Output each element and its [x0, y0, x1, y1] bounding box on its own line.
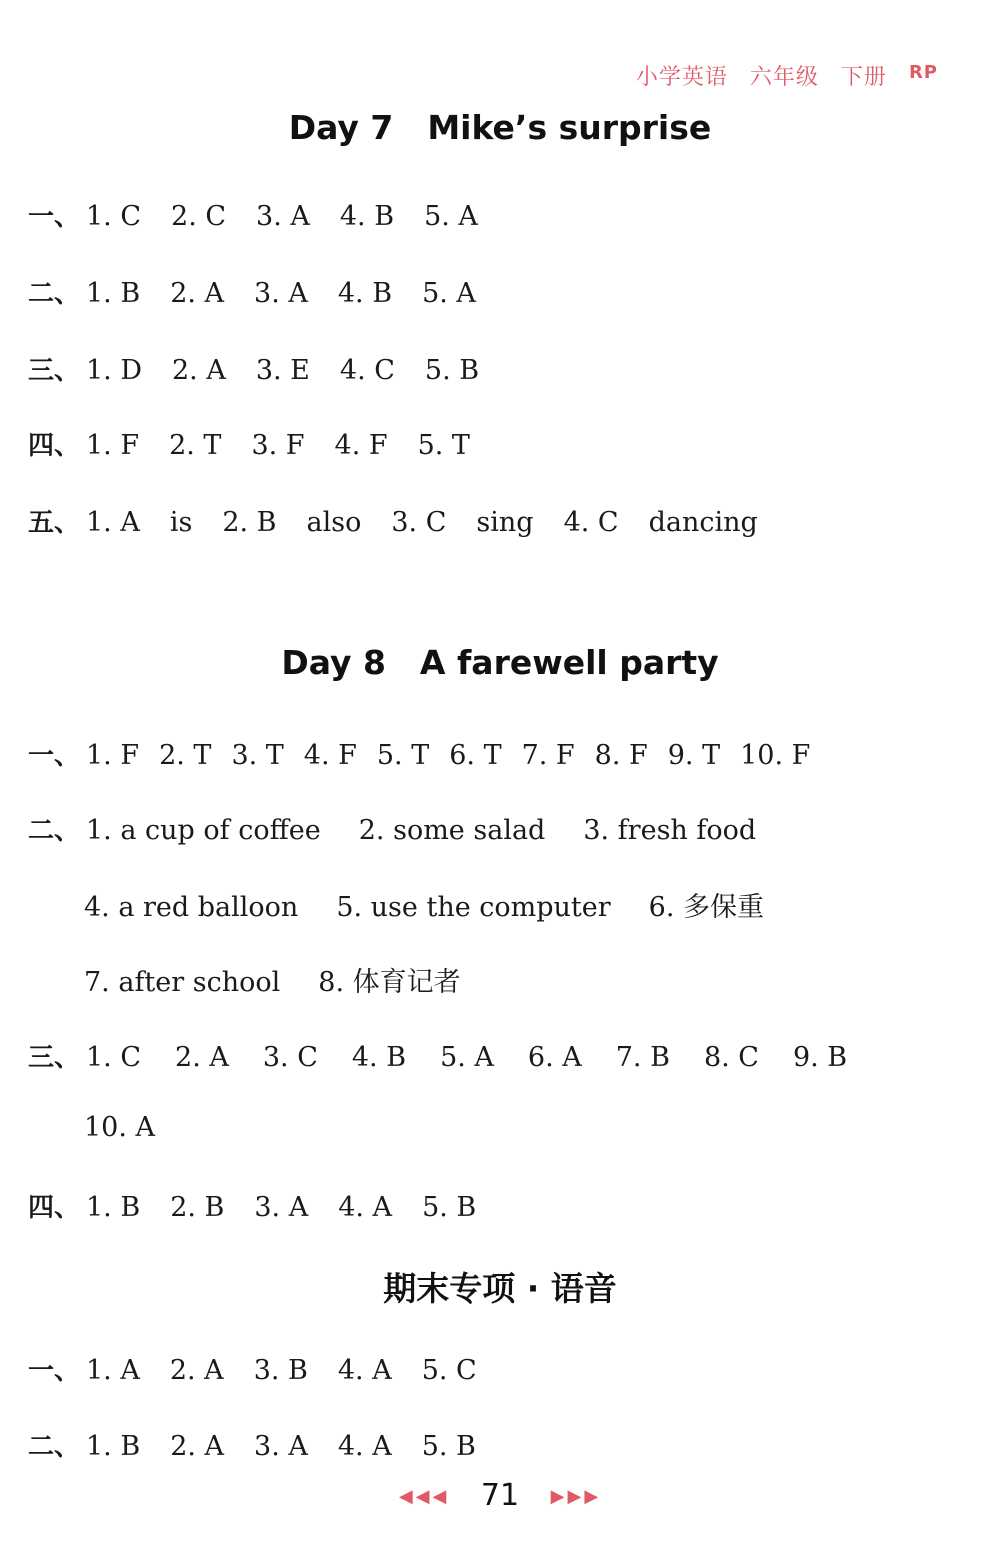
answer-item: 3. C	[262, 1042, 318, 1073]
answer-item: 5. T	[376, 740, 430, 771]
answer-item: 1. F	[86, 430, 140, 461]
answer-line	[28, 1350, 507, 1387]
answer-item: 1. a cup of coffee	[86, 815, 321, 846]
answer-item: 1. A	[86, 1355, 140, 1386]
answer-item: 2. A	[170, 1431, 225, 1462]
answer-item: 4. C	[339, 355, 395, 386]
answer-item: 5. B	[422, 1192, 477, 1223]
answer-item: 4. B	[351, 1042, 407, 1073]
question-number: 四、	[28, 1193, 81, 1223]
answer-line	[28, 735, 810, 772]
left-arrows-icon: ◀◀◀	[398, 1486, 450, 1507]
answer-item: 7. B	[615, 1042, 670, 1073]
question-number: 二、	[28, 1432, 81, 1462]
answer-item: 2. B	[170, 1192, 225, 1223]
answer-item: 4. B	[339, 201, 395, 232]
answer-item: 5. use the computer	[336, 892, 611, 923]
section-name: A farewell party	[419, 643, 719, 682]
answer-item: 9. T	[667, 740, 721, 771]
answer-item: 2. A	[169, 1355, 224, 1386]
answer-item: 5. A	[424, 201, 478, 232]
answer-item: 7. F	[521, 740, 575, 771]
answer-item: 9. B	[792, 1042, 848, 1073]
answer-item: 8. C	[703, 1042, 759, 1073]
question-number: 一、	[28, 1356, 81, 1386]
subject-label: 小学英语	[635, 65, 728, 90]
answer-item: 2. C	[171, 201, 227, 232]
edition-label: RP	[908, 62, 938, 83]
section-day: Day 8	[281, 643, 386, 682]
answer-item: 5. C	[421, 1355, 477, 1386]
question-number: 一、	[28, 202, 81, 232]
answer-item: 4. C	[563, 507, 619, 538]
answer-item: sing	[476, 507, 534, 538]
answer-line	[84, 1112, 185, 1143]
answer-item: 8. F	[594, 740, 648, 771]
question-number: 二、	[28, 816, 81, 846]
answer-line	[28, 425, 500, 462]
answer-item: 6. T	[449, 740, 502, 771]
answer-item: 3. E	[255, 355, 310, 386]
answer-item: 4. A	[337, 1355, 392, 1386]
right-arrows-icon: ▶▶▶	[550, 1486, 602, 1507]
answer-item: 6. A	[527, 1042, 582, 1073]
answer-item: 1. A	[86, 507, 140, 538]
answer-item: 1. C	[86, 201, 142, 232]
answer-line	[28, 810, 794, 847]
answer-item: 5. A	[440, 1042, 494, 1073]
answer-item: 1. C	[86, 1042, 142, 1073]
answer-item: 2. T	[169, 430, 222, 461]
section-name: Mike’s surprise	[427, 108, 712, 147]
page-number: 71	[480, 1478, 520, 1513]
answer-item: 3. C	[391, 507, 447, 538]
answer-line	[28, 1037, 847, 1074]
answer-line	[28, 196, 508, 233]
answer-item: 4. F	[334, 430, 388, 461]
answer-item: 10. F	[740, 740, 811, 771]
term-label: 下册	[840, 65, 887, 90]
answer-item: 3. B	[253, 1355, 308, 1386]
answer-item: 3. A	[254, 1431, 308, 1462]
question-number: 一、	[28, 741, 81, 771]
section-title-day8	[0, 643, 1000, 682]
page-footer	[0, 1478, 1000, 1513]
section-title-day7	[0, 108, 1000, 147]
answer-item: 3. A	[254, 1192, 309, 1223]
answer-line	[28, 502, 788, 539]
answer-item: 2. A	[175, 1042, 229, 1073]
answer-item: is	[169, 507, 193, 538]
answer-item: 5. T	[417, 430, 470, 461]
answer-item: 2. A	[172, 355, 226, 386]
answer-item: 2. A	[170, 278, 225, 309]
answer-line	[28, 350, 509, 387]
answer-item: 1. B	[86, 278, 141, 309]
section-day: Day 7	[288, 108, 394, 147]
answer-item: 2. some salad	[358, 815, 546, 846]
answer-item: 4. F	[303, 740, 357, 771]
answer-item: 3. fresh food	[583, 815, 757, 846]
answer-item: also	[306, 507, 362, 538]
answer-line	[84, 885, 802, 924]
question-number: 三、	[28, 1043, 81, 1073]
question-number: 四、	[28, 431, 81, 461]
answer-line	[84, 960, 499, 999]
answer-item: 5. A	[422, 278, 476, 309]
answer-item: 4. A	[337, 1431, 392, 1462]
answer-item: 5. B	[424, 355, 480, 386]
question-number: 五、	[28, 508, 81, 538]
grade-label: 六年级	[749, 65, 819, 90]
answer-item: 1. F	[86, 740, 140, 771]
answer-line	[28, 273, 506, 310]
answer-item: 5. B	[421, 1431, 476, 1462]
section-title-phonetics	[0, 1263, 1000, 1310]
question-number: 二、	[28, 279, 81, 309]
answer-item: 3. A	[256, 201, 310, 232]
answer-line	[28, 1426, 506, 1463]
answer-item: 1. D	[86, 355, 142, 386]
answer-item: 1. B	[86, 1431, 141, 1462]
book-header-tag	[636, 60, 938, 91]
answer-item: 2. B	[222, 507, 277, 538]
answer-item: 6. 多保重	[648, 892, 765, 923]
section-day: 期末专项 · 语音	[383, 1269, 617, 1308]
answer-item: 7. after school	[84, 967, 281, 998]
answer-line	[28, 1187, 506, 1224]
answer-item: 4. a red balloon	[84, 892, 299, 923]
answer-item: 8. 体育记者	[318, 967, 461, 998]
answer-item: 4. B	[337, 278, 393, 309]
answer-item: 2. T	[159, 740, 212, 771]
answer-item: 10. A	[84, 1112, 156, 1143]
answer-item: dancing	[648, 507, 758, 538]
answer-item: 4. A	[338, 1192, 393, 1223]
answer-item: 1. B	[86, 1192, 141, 1223]
answer-item: 3. T	[231, 740, 284, 771]
question-number: 三、	[28, 356, 81, 386]
answer-item: 3. F	[251, 430, 305, 461]
answer-item: 3. A	[254, 278, 308, 309]
